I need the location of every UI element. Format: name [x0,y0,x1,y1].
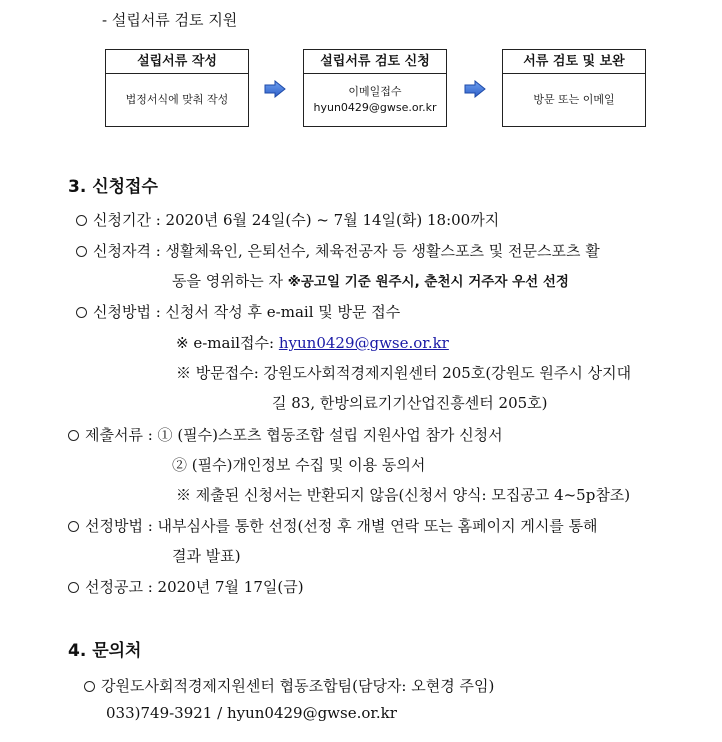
eligibility-line [76,241,600,261]
eligibility-text: 동을 영위하는 자 [172,272,288,290]
flow-box-text: 이메일접수 [348,85,402,98]
selection-line [68,516,598,536]
visit-line-2: 길 83, 한방의료기기산업진흥센터 205호) [272,394,548,412]
flow-box-write [105,49,249,127]
circle-bullet-icon [68,521,79,532]
flow-box-review [502,49,646,127]
flow-box-email: hyun0429@gwse.or.kr [313,101,437,114]
eligibility-line-2 [172,271,569,292]
email-label: ※ e-mail접수: [176,334,279,352]
intro-line: - 설립서류 검토 지원 [102,11,238,29]
announce-line [68,577,304,597]
circle-bullet-icon [76,215,87,226]
circle-bullet-icon [68,430,79,441]
docs-line [68,425,503,445]
docs-text: 제출서류 : ① (필수)스포츠 협동조합 설립 지원사업 참가 신청서 [85,426,503,444]
circle-bullet-icon [76,246,87,257]
flow-box-title: 서류 검토 및 보완 [503,50,645,74]
circle-bullet-icon [68,582,79,593]
docs-line-2: ② (필수)개인정보 수집 및 이용 동의서 [172,456,426,474]
flow-box-title: 설립서류 작성 [106,50,248,74]
arrow-right-icon [464,80,486,98]
visit-line: ※ 방문접수: 강원도사회적경제지원센터 205호(강원도 원주시 상지대 [176,364,632,382]
eligibility-text: 신청자격 : 생활체육인, 은퇴선수, 체육전공자 등 생활스포츠 및 전문스포츠 활 [93,242,600,260]
email-link[interactable]: hyun0429@gwse.or.kr [278,334,449,352]
selection-line-2: 결과 발표) [172,547,241,565]
method-line [76,302,400,322]
contact-phone-email: 033)749-3921 / hyun0429@gwse.or.kr [106,704,397,722]
flow-box-apply [303,49,447,127]
flow-box-text: 방문 또는 이메일 [533,93,615,106]
section-heading: 4. 문의처 [68,641,142,661]
section-heading: 3. 신청접수 [68,177,158,197]
docs-note: ※ 제출된 신청서는 반환되지 않음(신청서 양식: 모집공고 4~5p참조) [176,486,631,504]
circle-bullet-icon [76,307,87,318]
method-text: 신청방법 : 신청서 작성 후 e-mail 및 방문 접수 [93,303,401,321]
priority-note: ※공고일 기준 원주시, 춘천시 거주자 우선 선정 [287,274,569,290]
flow-box-text: 법정서식에 맞춰 작성 [125,93,229,106]
circle-bullet-icon [84,681,95,692]
selection-text: 선정방법 : 내부심사를 통한 선정(선정 후 개별 연락 또는 홈페이지 게시를 통해 [85,517,598,535]
contact-text: 강원도사회적경제지원센터 협동조합팀(담당자: 오현경 주임) [101,677,495,695]
email-line [176,333,449,353]
period-text: 신청기간 : 2020년 6월 24일(수) ~ 7월 14일(화) 18:00까지 [93,211,500,229]
flow-box-title: 설립서류 검토 신청 [304,50,446,74]
arrow-right-icon [264,80,286,98]
contact-line [84,676,494,696]
period-line [76,210,499,230]
announce-text: 선정공고 : 2020년 7월 17일(금) [85,578,304,596]
